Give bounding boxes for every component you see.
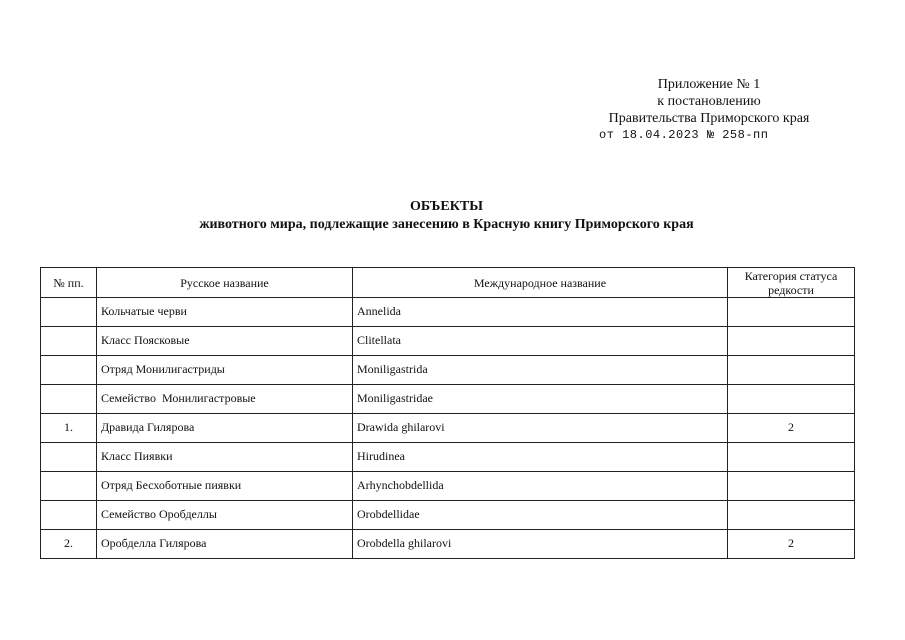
row-num <box>41 385 97 414</box>
row-international-name: Arhynchobdellida <box>353 472 728 501</box>
row-russian-name: Оробделла Гилярова <box>97 530 353 559</box>
table-row <box>41 298 855 327</box>
row-rarity-category <box>728 472 855 501</box>
row-rarity-category <box>728 356 855 385</box>
row-russian-name: Класс Пиявки <box>97 443 353 472</box>
appendix-number: Приложение № 1 <box>657 77 761 92</box>
table-row <box>41 443 855 472</box>
row-num: 2. <box>41 530 97 559</box>
appendix-date: от 18.04.2023 № 258-пп <box>599 128 769 142</box>
row-russian-name: Отряд Монилигастриды <box>97 356 353 385</box>
row-rarity-category <box>728 327 855 356</box>
table-row <box>41 472 855 501</box>
row-international-name: Hirudinea <box>353 443 728 472</box>
row-international-name: Annelida <box>353 298 728 327</box>
row-rarity-category <box>728 385 855 414</box>
row-rarity-category: 2 <box>728 414 855 443</box>
row-num: 1. <box>41 414 97 443</box>
table-header-row <box>41 268 855 298</box>
row-international-name: Moniligastridae <box>353 385 728 414</box>
document-title-main: ОБЪЕКТЫ <box>410 199 483 214</box>
row-international-name: Orobdellidae <box>353 501 728 530</box>
row-num <box>41 501 97 530</box>
row-russian-name: Семейство Оробделлы <box>97 501 353 530</box>
table-row <box>41 530 855 559</box>
row-rarity-category <box>728 443 855 472</box>
table-row <box>41 327 855 356</box>
row-num <box>41 472 97 501</box>
row-rarity-category: 2 <box>728 530 855 559</box>
row-international-name: Orobdella ghilarovi <box>353 530 728 559</box>
header-num: № пп. <box>41 268 97 298</box>
row-russian-name: Дравида Гилярова <box>97 414 353 443</box>
header-rarity-category: Категория статуса редкости <box>728 268 855 298</box>
row-num <box>41 356 97 385</box>
appendix-government: Правительства Приморского края <box>608 111 810 126</box>
row-international-name: Clitellata <box>353 327 728 356</box>
row-num <box>41 298 97 327</box>
table-row <box>41 356 855 385</box>
table-row <box>41 501 855 530</box>
appendix-to-resolution: к постановлению <box>657 94 761 109</box>
document-title-sub: животного мира, подлежащие занесению в Красную книгу Приморского края <box>199 217 694 232</box>
row-num <box>41 443 97 472</box>
row-rarity-category <box>728 298 855 327</box>
row-international-name: Moniligastrida <box>353 356 728 385</box>
appendix-header <box>589 76 829 143</box>
table-row <box>41 414 855 443</box>
species-table <box>40 267 855 559</box>
row-international-name: Drawida ghilarovi <box>353 414 728 443</box>
row-russian-name: Отряд Бесхоботные пиявки <box>97 472 353 501</box>
header-international-name: Международное название <box>353 268 728 298</box>
document-title <box>0 198 893 234</box>
row-rarity-category <box>728 501 855 530</box>
row-russian-name: Класс Поясковые <box>97 327 353 356</box>
row-num <box>41 327 97 356</box>
header-russian-name: Русское название <box>97 268 353 298</box>
row-russian-name: Кольчатые черви <box>97 298 353 327</box>
table-row <box>41 385 855 414</box>
row-russian-name: Семейство Монилигастровые <box>97 385 353 414</box>
